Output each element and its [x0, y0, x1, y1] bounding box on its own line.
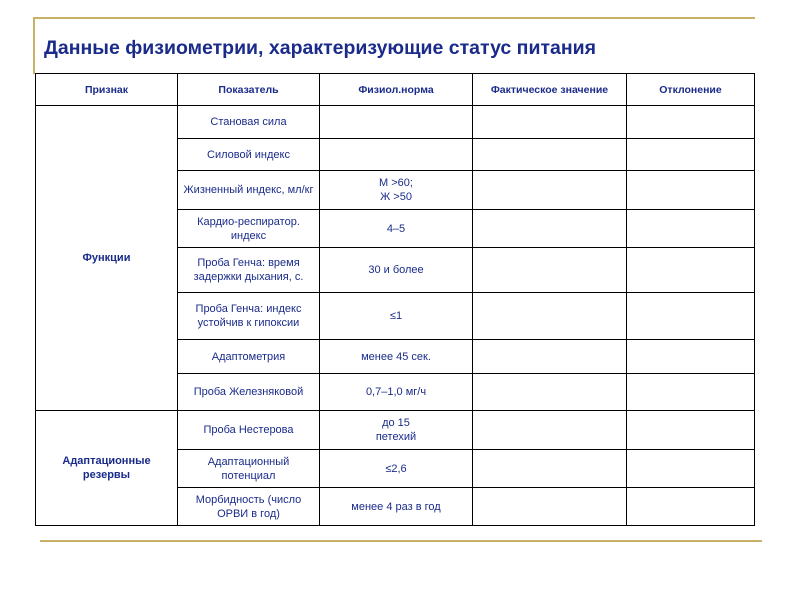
header-sign: Признак [36, 74, 178, 106]
actual-cell [473, 411, 627, 450]
deviation-cell [627, 340, 755, 374]
slide-title: Данные физиометрии, характеризующие статус питания [44, 37, 596, 59]
table-row [36, 106, 755, 139]
indicator-cell: Проба Генча: индекс устойчив к гипоксии [178, 293, 320, 340]
indicator-cell: Проба Железняковой [178, 374, 320, 411]
table-header-row [36, 74, 755, 106]
deviation-cell [627, 488, 755, 526]
indicator-cell: Адаптационный потенциал [178, 450, 320, 488]
norm-cell: 0,7–1,0 мг/ч [320, 374, 473, 411]
norm-cell: менее 4 раз в год [320, 488, 473, 526]
indicator-cell: Кардио-респиратор. индекс [178, 210, 320, 248]
norm-cell [320, 106, 473, 139]
indicator-cell: Силовой индекс [178, 139, 320, 171]
deviation-cell [627, 171, 755, 210]
actual-cell [473, 139, 627, 171]
actual-cell [473, 450, 627, 488]
header-indicator: Показатель [178, 74, 320, 106]
deviation-cell [627, 248, 755, 293]
norm-cell [320, 139, 473, 171]
actual-cell [473, 210, 627, 248]
indicator-cell: Жизненный индекс, мл/кг [178, 171, 320, 210]
indicator-cell: Морбидность (число ОРВИ в год) [178, 488, 320, 526]
norm-cell: М >60; Ж >50 [320, 171, 473, 210]
deviation-cell [627, 450, 755, 488]
deviation-cell [627, 106, 755, 139]
deviation-cell [627, 374, 755, 411]
norm-cell: до 15 петехий [320, 411, 473, 450]
actual-cell [473, 488, 627, 526]
actual-cell [473, 374, 627, 411]
norm-cell: 4–5 [320, 210, 473, 248]
norm-cell: менее 45 сек. [320, 340, 473, 374]
deviation-cell [627, 293, 755, 340]
indicator-cell: Адаптометрия [178, 340, 320, 374]
indicator-cell: Становая сила [178, 106, 320, 139]
deviation-cell [627, 210, 755, 248]
header-norm: Физиол.норма [320, 74, 473, 106]
norm-cell: ≤1 [320, 293, 473, 340]
deviation-cell [627, 411, 755, 450]
header-actual: Фактическое значение [473, 74, 627, 106]
deviation-cell [627, 139, 755, 171]
actual-cell [473, 106, 627, 139]
table-row [36, 411, 755, 450]
group-label-functions: Функции [36, 106, 178, 411]
physiometry-table [35, 73, 755, 526]
actual-cell [473, 293, 627, 340]
actual-cell [473, 171, 627, 210]
header-deviation: Отклонение [627, 74, 755, 106]
norm-cell: ≤2,6 [320, 450, 473, 488]
group-label-adaptation-reserves: Адаптационные резервы [36, 411, 178, 526]
indicator-cell: Проба Генча: время задержки дыхания, с. [178, 248, 320, 293]
actual-cell [473, 248, 627, 293]
indicator-cell: Проба Нестерова [178, 411, 320, 450]
bottom-divider [40, 540, 762, 542]
norm-cell: 30 и более [320, 248, 473, 293]
actual-cell [473, 340, 627, 374]
